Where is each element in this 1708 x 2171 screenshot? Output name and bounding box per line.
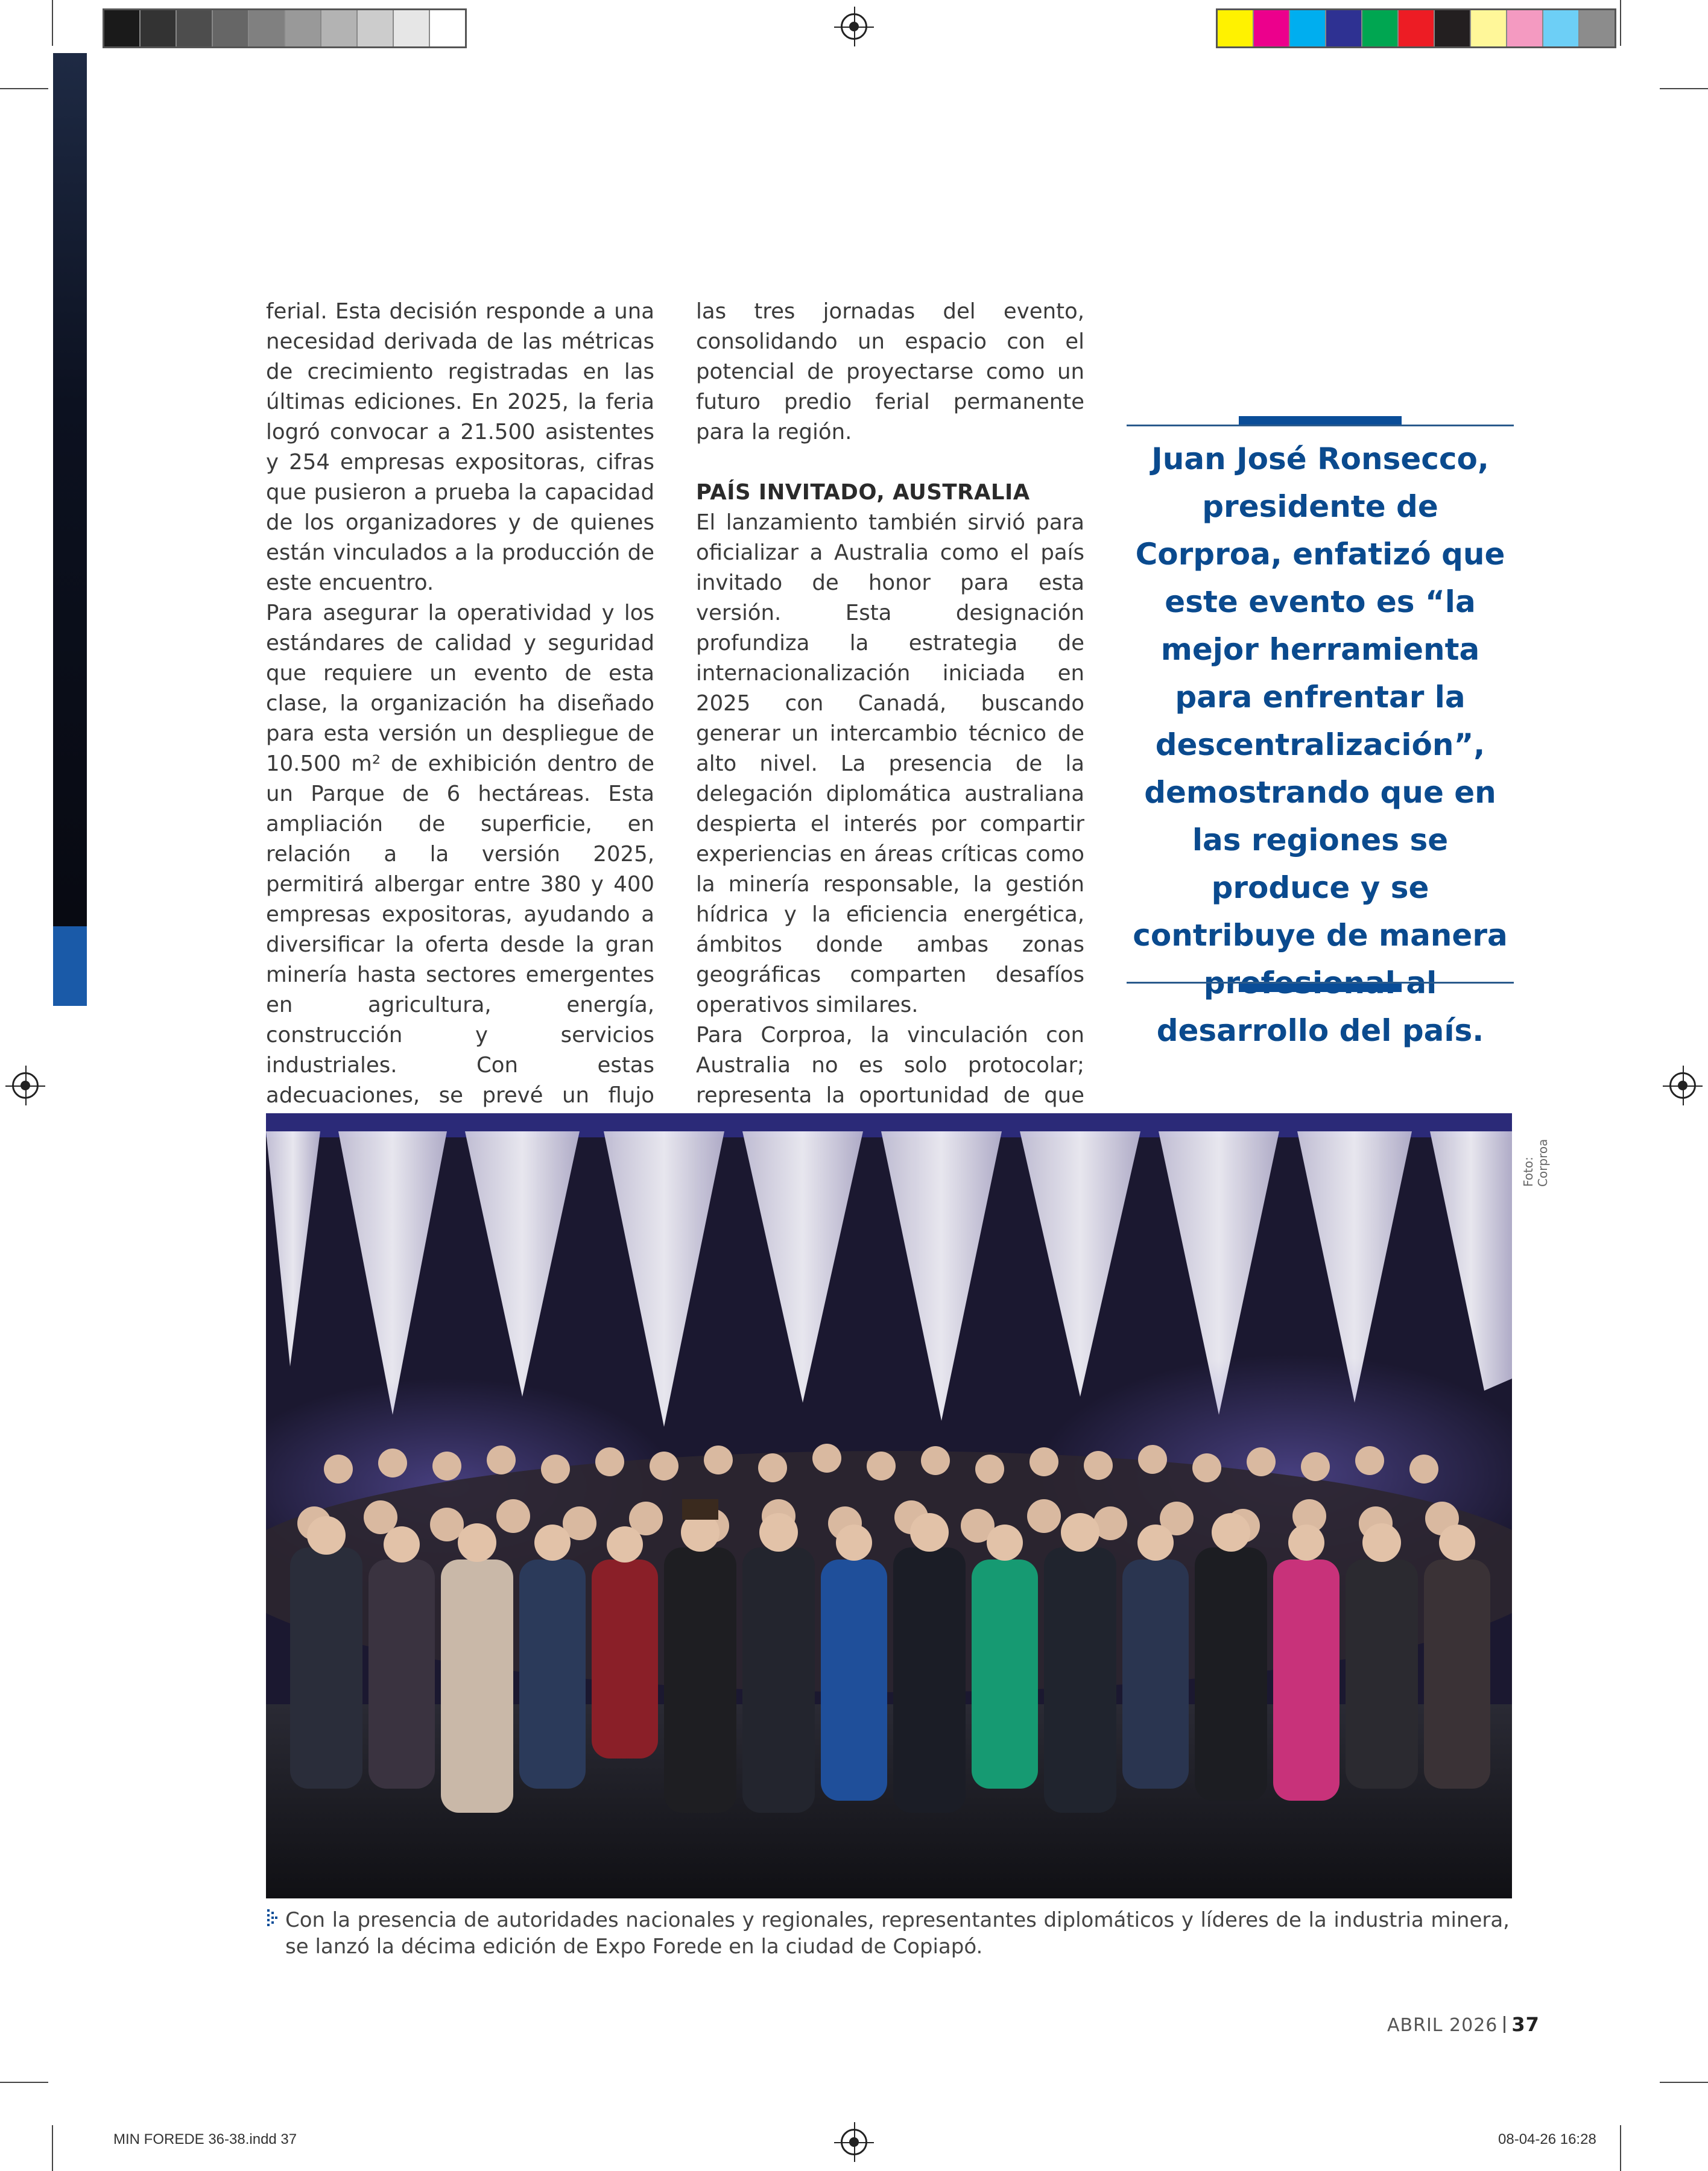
paragraph: ferial. Esta decisión responde a una necesidad derivada de las métricas de crecimiento registradas en las últimas ediciones. En 2025, la feria logró convocar a 21.500 asistentes y 254 empresas expositoras, cifras que pusieron a prueba la capacidad de los organizadores y de quienes están vinculados a la producción de este encuentro. <box>266 299 654 595</box>
paragraph: El lanzamiento también sirvió para oficializar a Australia como el país invitado de honor para esta versión. Esta designación profundiza la estrategia de internacionalización iniciada en 2025 con Canadá, buscando generar un intercambio técnico de alto nivel. La presencia de la delegación diplomática australiana despierta el interés por compartir experiencias en áreas críticas como la minería responsable, la gestión hídrica y la eficiencia energética, ámbitos donde ambas zonas geográficas comparten desafíos operativos similares. <box>696 510 1084 1017</box>
left-accent-block <box>53 926 87 1006</box>
color-swatch <box>1580 10 1615 46</box>
crop-mark <box>0 88 48 89</box>
page-folio <box>1387 2013 1540 2036</box>
color-swatch <box>1471 10 1507 46</box>
indd-file-slug: MIN FOREDE 36-38.indd 37 <box>113 2131 297 2147</box>
page-number: 37 <box>1511 2013 1540 2036</box>
color-swatch <box>1399 10 1435 46</box>
color-calibration-bar <box>1216 8 1616 48</box>
registration-mark-left <box>12 1072 39 1099</box>
folio-separator <box>1504 2016 1505 2033</box>
crop-mark <box>1660 88 1708 89</box>
paragraph: Para Corproa, la vinculación con Australia no es solo protocolar; representa la oportunidad de que <box>696 1023 1084 1108</box>
pull-quote: Juan José Ronsecco, presidente de Corproa, enfatizó que este evento es “la mejor herramienta para enfrentar la descentralización”, demostrando que en las regiones se produce y se contribuye de manera al desarrollo del país. <box>1133 441 1508 1048</box>
crop-mark <box>52 0 53 46</box>
color-swatch <box>1543 10 1580 46</box>
photo-credit: Foto: Corproa <box>1521 1139 1550 1187</box>
color-swatch <box>1290 10 1326 46</box>
gray-swatch <box>104 10 141 46</box>
color-swatch <box>1507 10 1543 46</box>
event-group-photo <box>266 1113 1512 1898</box>
pull-quote-top-tab <box>1239 416 1402 425</box>
color-swatch <box>1435 10 1471 46</box>
gray-swatch <box>213 10 249 46</box>
grayscale-calibration-bar <box>103 8 467 48</box>
gray-swatch <box>358 10 394 46</box>
color-swatch <box>1254 10 1290 46</box>
gray-swatch <box>249 10 285 46</box>
gray-swatch <box>141 10 177 46</box>
group-photo-illustration <box>266 1113 1512 1898</box>
crop-mark <box>1620 0 1621 46</box>
crop-mark <box>52 2125 53 2171</box>
gray-swatch <box>394 10 430 46</box>
gray-swatch <box>285 10 321 46</box>
crop-mark <box>1620 2125 1621 2171</box>
left-bleed-image-strip <box>53 53 87 926</box>
article-column-1 <box>266 297 654 1171</box>
crop-mark <box>1660 2082 1708 2083</box>
gray-swatch <box>177 10 213 46</box>
caption-text: Con la presencia de autoridades nacionales y regionales, representantes diplomáticos y líderes de la industria minera, se lanzó la décima edición de Expo Forede en la ciudad de Copiapó. <box>285 1908 1510 1959</box>
caption-marker-icon <box>266 1907 280 1934</box>
print-datetime-slug: 08-04-26 16:28 <box>1498 2131 1596 2147</box>
registration-mark-right <box>1669 1072 1696 1099</box>
photo-caption <box>266 1907 1514 1960</box>
pull-quote-top-rule <box>1127 425 1514 426</box>
gray-swatch <box>430 10 465 46</box>
registration-mark-top <box>841 13 867 40</box>
paragraph: las tres jornadas del evento, consolidando un espacio con el potencial de proyectarse como un futuro predio ferial permanente para la región. <box>696 299 1084 444</box>
registration-mark-bottom <box>841 2129 867 2155</box>
section-subheading: PAÍS INVITADO, AUSTRALIA <box>696 480 1030 505</box>
pull-quote-bottom-tab <box>1239 984 1402 992</box>
issue-date: ABRIL 2026 <box>1387 2015 1498 2036</box>
color-swatch <box>1362 10 1399 46</box>
article-column-2 <box>696 297 1084 1201</box>
paragraph: Para asegurar la operatividad y los estándares de calidad y seguridad que requiere un evento de esta clase, la organización ha diseñado para esta versión un despliegue de 10.500 m² de exhibición dentro de un Parque de 6 hectáreas. Esta ampliación de superficie, en relación a la versión 2025, permitirá albergar entre 380 y 400 empresas expositoras, ayudando a diversificar la oferta desde la gran minería hasta sectores emergentes en agricultura, energía, construcción y servicios industriales. Con estas adecuaciones, se prevé un flujo <box>266 601 654 1108</box>
color-swatch <box>1218 10 1254 46</box>
color-swatch <box>1326 10 1362 46</box>
gray-swatch <box>321 10 358 46</box>
crop-mark <box>0 2082 48 2083</box>
